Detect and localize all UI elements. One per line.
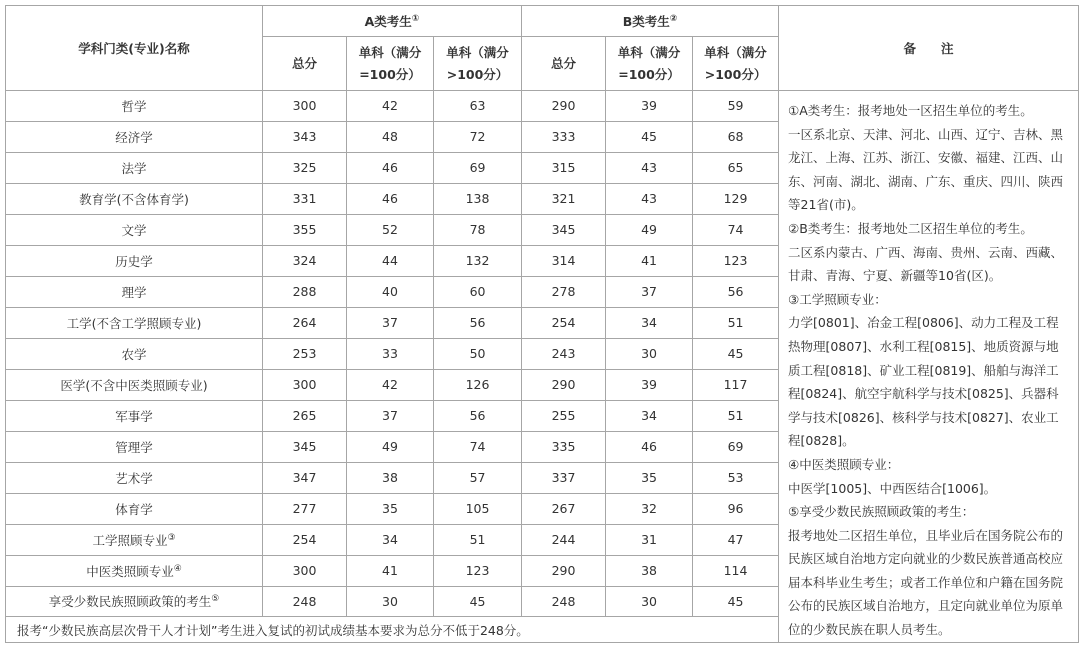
- subject-name: 工学照顾专业③: [6, 524, 263, 555]
- b-single-100: 39: [606, 369, 693, 400]
- a-total: 300: [263, 555, 347, 586]
- subject-name: 教育学(不含体育学): [6, 183, 263, 214]
- subject-name: 哲学: [6, 91, 263, 122]
- remark-eng-body: 力学[0801]、冶金工程[0806]、动力工程及工程热物理[0807]、水利工程[0815]、地质资源与地质工程[0818]、矿业工程[0819]、船舶与海洋工程[0824]、航空宇航科学与技术[0825]、兵器科学与技术[0826]、核科学与技术[0827]、农业工程[0828]。: [788, 315, 1059, 449]
- b-total: 248: [522, 586, 606, 617]
- a-single-gt100: 60: [434, 276, 522, 307]
- b-single-gt100: 117: [693, 369, 779, 400]
- a-single-100: 41: [347, 555, 434, 586]
- b-single-gt100: 123: [693, 245, 779, 276]
- a-single-gt100: 132: [434, 245, 522, 276]
- b-total: 315: [522, 152, 606, 183]
- b-single-gt100: 53: [693, 462, 779, 493]
- remark-minority-body: 报考地处二区招生单位，且毕业后在国务院公布的民族区域自治地方定向就业的少数民族普通高校应届本科毕业生考生；或者工作单位和户籍在国务院公布的民族区域自治地方，且定向就业单位为原单位的少数民族在职人员考生。: [788, 527, 1064, 638]
- a-single-100: 34: [347, 524, 434, 555]
- a-total: 345: [263, 431, 347, 462]
- b-single-gt100: 74: [693, 214, 779, 245]
- b-total: 243: [522, 338, 606, 369]
- a-total: 300: [263, 91, 347, 122]
- remark-eng-title: ③工学照顾专业：: [788, 291, 887, 307]
- b-single-100: 38: [606, 555, 693, 586]
- remark-b-title: ②B类考生：报考地处二区招生单位的考生。: [788, 220, 1033, 236]
- remarks-cell: [779, 91, 1079, 643]
- b-single-gt100: 59: [693, 91, 779, 122]
- subject-name: 历史学: [6, 245, 263, 276]
- a-total: 254: [263, 524, 347, 555]
- a-single-gt100: 63: [434, 91, 522, 122]
- group-a-header: A类考生①: [263, 6, 522, 37]
- b-total: 267: [522, 493, 606, 524]
- a-single-gt100: 138: [434, 183, 522, 214]
- a-single-100: 46: [347, 152, 434, 183]
- a-single-gt100: 50: [434, 338, 522, 369]
- b-single-100: 32: [606, 493, 693, 524]
- footer-note: 报考“少数民族高层次骨干人才计划”考生进入复试的初试成绩基本要求为总分不低于248分。: [6, 617, 779, 642]
- b-single-gt100: 47: [693, 524, 779, 555]
- group-b-header: B类考生②: [522, 6, 779, 37]
- a-single-100: 40: [347, 276, 434, 307]
- b-single-gt100: 69: [693, 431, 779, 462]
- b-single-gt100: 96: [693, 493, 779, 524]
- remarks-header: 备 注: [779, 6, 1079, 91]
- b-single-gt100: 45: [693, 586, 779, 617]
- a-total: 265: [263, 400, 347, 431]
- b-single-100: 43: [606, 183, 693, 214]
- b-total: 290: [522, 369, 606, 400]
- a-single-gt100: 51: [434, 524, 522, 555]
- a-single-gt100: 126: [434, 369, 522, 400]
- b-total-header: 总分: [522, 37, 606, 91]
- b-single-gt100: 129: [693, 183, 779, 214]
- a-total: 248: [263, 586, 347, 617]
- b-total: 335: [522, 431, 606, 462]
- a-single-100: 33: [347, 338, 434, 369]
- a-single-100: 46: [347, 183, 434, 214]
- b-single-100: 34: [606, 400, 693, 431]
- a-single-gt100: 57: [434, 462, 522, 493]
- subject-name: 享受少数民族照顾政策的考生⑤: [6, 586, 263, 617]
- subject-name: 管理学: [6, 431, 263, 462]
- a-single-gt100: 74: [434, 431, 522, 462]
- subject-name: 理学: [6, 276, 263, 307]
- a-single-100: 42: [347, 91, 434, 122]
- remark-tcm-body: 中医学[1005]、中西医结合[1006]。: [788, 480, 997, 496]
- b-total: 254: [522, 307, 606, 338]
- subject-name: 医学(不含中医类照顾专业): [6, 369, 263, 400]
- a-single-gt100: 69: [434, 152, 522, 183]
- b-total: 337: [522, 462, 606, 493]
- score-table-body: [6, 91, 1079, 643]
- a-total-header: 总分: [263, 37, 347, 91]
- subject-name: 经济学: [6, 121, 263, 152]
- b-single-100: 30: [606, 338, 693, 369]
- b-single-gt100: 45: [693, 338, 779, 369]
- a-total: 288: [263, 276, 347, 307]
- a-single-gt100: 105: [434, 493, 522, 524]
- subject-name: 法学: [6, 152, 263, 183]
- b-total: 345: [522, 214, 606, 245]
- b-single-100: 39: [606, 91, 693, 122]
- remark-a-title: ①A类考生：报考地处一区招生单位的考生。: [788, 103, 1033, 118]
- b-total: 314: [522, 245, 606, 276]
- a-total: 277: [263, 493, 347, 524]
- a-total: 264: [263, 307, 347, 338]
- score-table: [5, 5, 1079, 643]
- b-single-gt100: 114: [693, 555, 779, 586]
- a-single-100: 37: [347, 307, 434, 338]
- a-single-100-header: 单科（满分=100分）: [347, 37, 434, 91]
- b-total: 255: [522, 400, 606, 431]
- subject-name: 中医类照顾专业④: [6, 555, 263, 586]
- a-single-100: 48: [347, 121, 434, 152]
- b-single-100: 43: [606, 152, 693, 183]
- b-single-100: 37: [606, 276, 693, 307]
- b-single-100: 45: [606, 121, 693, 152]
- b-total: 278: [522, 276, 606, 307]
- a-single-100: 42: [347, 369, 434, 400]
- a-total: 347: [263, 462, 347, 493]
- a-total: 324: [263, 245, 347, 276]
- b-total: 321: [522, 183, 606, 214]
- a-single-100: 37: [347, 400, 434, 431]
- remark-b-body: 二区系内蒙古、广西、海南、贵州、云南、西藏、甘肃、青海、宁夏、新疆等10省(区)。: [788, 244, 1064, 284]
- b-total: 290: [522, 91, 606, 122]
- b-total: 244: [522, 524, 606, 555]
- b-single-gt100: 56: [693, 276, 779, 307]
- a-single-100: 30: [347, 586, 434, 617]
- a-single-gt100: 56: [434, 400, 522, 431]
- remark-tcm-title: ④中医类照顾专业：: [788, 456, 900, 472]
- remark-minority-title: ⑤享受少数民族照顾政策的考生：: [788, 504, 975, 520]
- b-single-100-header: 单科（满分=100分）: [606, 37, 693, 91]
- b-single-gt100: 68: [693, 121, 779, 152]
- subject-name: 工学(不含工学照顾专业): [6, 307, 263, 338]
- a-single-gt100: 78: [434, 214, 522, 245]
- a-total: 355: [263, 214, 347, 245]
- b-single-100: 34: [606, 307, 693, 338]
- b-total: 290: [522, 555, 606, 586]
- table-row: [6, 91, 1079, 122]
- b-single-100: 30: [606, 586, 693, 617]
- b-total: 333: [522, 121, 606, 152]
- a-total: 325: [263, 152, 347, 183]
- subject-name: 文学: [6, 214, 263, 245]
- a-single-100: 35: [347, 493, 434, 524]
- subject-name: 军事学: [6, 400, 263, 431]
- subject-name: 体育学: [6, 493, 263, 524]
- b-single-gt100: 51: [693, 400, 779, 431]
- b-single-100: 35: [606, 462, 693, 493]
- subject-name: 艺术学: [6, 462, 263, 493]
- a-total: 253: [263, 338, 347, 369]
- b-single-gt100: 51: [693, 307, 779, 338]
- a-single-100: 49: [347, 431, 434, 462]
- a-single-gt100: 45: [434, 586, 522, 617]
- subject-col-header: 学科门类(专业)名称: [6, 6, 263, 91]
- a-single-100: 38: [347, 462, 434, 493]
- a-single-100: 52: [347, 214, 434, 245]
- a-single-gt100: 123: [434, 555, 522, 586]
- a-single-gt100: 72: [434, 121, 522, 152]
- a-single-gt100-header: 单科（满分>100分）: [434, 37, 522, 91]
- b-single-100: 31: [606, 524, 693, 555]
- subject-name: 农学: [6, 338, 263, 369]
- a-single-gt100: 56: [434, 307, 522, 338]
- a-total: 343: [263, 121, 347, 152]
- remark-a-body: 一区系北京、天津、河北、山西、辽宁、吉林、黑龙江、上海、江苏、浙江、安徽、福建、江西、山东、河南、湖北、湖南、广东、重庆、四川、陕西等21省(市)。: [788, 126, 1064, 213]
- a-single-100: 44: [347, 245, 434, 276]
- b-single-gt100-header: 单科（满分>100分）: [693, 37, 779, 91]
- b-single-gt100: 65: [693, 152, 779, 183]
- b-single-100: 49: [606, 214, 693, 245]
- b-single-100: 41: [606, 245, 693, 276]
- a-total: 300: [263, 369, 347, 400]
- a-total: 331: [263, 183, 347, 214]
- b-single-100: 46: [606, 431, 693, 462]
